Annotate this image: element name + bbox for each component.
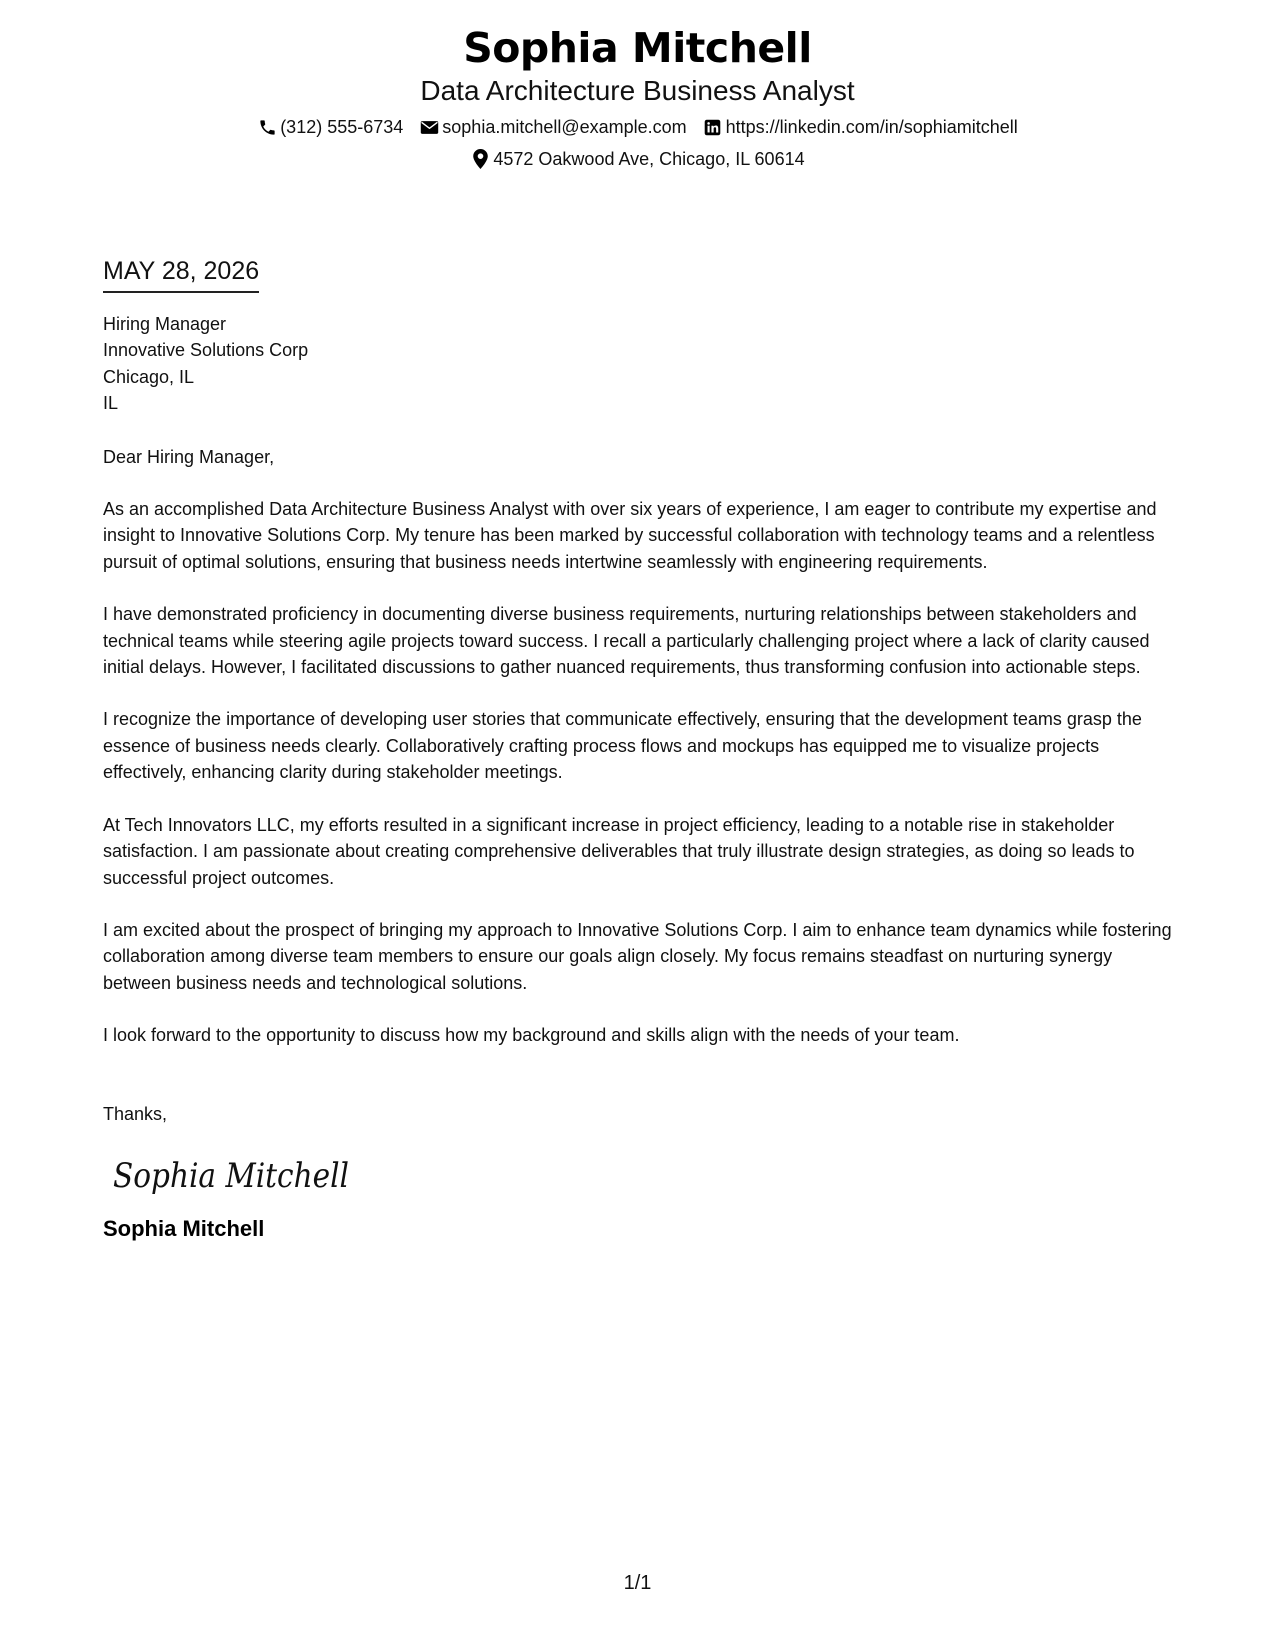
body-paragraph: I am excited about the prospect of bringing my approach to Innovative Solutions Corp. I aim to enhance team dynamics while fostering collaboration among diverse team members to ensure our goals align closely. My focus remains steadfast on nurturing synergy between business needs and technological solutions. (103, 919, 1172, 993)
linkedin-url[interactable]: https://linkedin.com/in/sophiamitchell (725, 117, 1018, 137)
svg-text:Sophia Mitchell: Sophia Mitchell (113, 1155, 349, 1196)
body-paragraph: At Tech Innovators LLC, my efforts resulted in a significant increase in project efficiency, leading to a notable rise in stakeholder satisfaction. I am passionate about creating comprehensive deliverables that truly illustrate design strategies, as doing so leads to successful project outcomes. (103, 814, 1135, 888)
recipient-block (103, 311, 1175, 417)
contact-linkedin[interactable] (703, 115, 1018, 139)
contact-row-address (0, 147, 1275, 171)
recipient-line: Chicago, IL (103, 366, 195, 387)
street-address: 4572 Oakwood Ave, Chicago, IL 60614 (493, 149, 805, 169)
contact-email[interactable] (419, 115, 686, 139)
envelope-icon (419, 117, 439, 137)
handwritten-signature (111, 1147, 1175, 1203)
body-paragraph: I look forward to the opportunity to discuss how my background and skills align with the needs of your team. (103, 1025, 960, 1046)
recipient-line: IL (103, 393, 119, 414)
linkedin-icon (703, 117, 723, 137)
recipient-line: Hiring Manager (103, 314, 227, 334)
applicant-name: Sophia Mitchell (463, 24, 812, 72)
email-address[interactable]: sophia.mitchell@example.com (442, 117, 687, 137)
body-paragraph: I recognize the importance of developing user stories that communicate effectively, ensuring that the development teams grasp the essence of business needs clearly. Collaboratively crafting process flows and mockups has equipped me to visualize projects effectively, enhancing clarity during stakeholder meetings. (103, 709, 1142, 783)
phone-icon (257, 117, 277, 137)
signer-name: Sophia Mitchell (103, 1215, 265, 1241)
closing: Thanks, (103, 1103, 168, 1124)
recipient-line: Innovative Solutions Corp (103, 340, 309, 361)
page-number: 1/1 (623, 1572, 652, 1594)
map-marker-icon (470, 149, 490, 169)
phone-number: (312) 555-6734 (280, 117, 404, 137)
salutation: Dear Hiring Manager, (103, 446, 275, 467)
contact-address (470, 147, 804, 171)
letter-date: MAY 28, 2026 (103, 254, 259, 293)
letter-header (0, 22, 1275, 171)
body-paragraph: As an accomplished Data Architecture Business Analyst with over six years of experience, I am eager to contribute my expertise and insight to Innovative Solutions Corp. My tenure has been marked by successful collaboration with technology teams and a relentless pursuit of optimal solutions, ensuring that business needs intertwine seamlessly with engineering requirements. (103, 499, 1157, 572)
body-paragraph: I have demonstrated proficiency in documenting diverse business requirements, nurturing relationships between stakeholders and technical teams while steering agile projects toward success. I recall a particularly challenging project where a lack of clarity caused initial delays. However, I facilitated discussions to gather nuanced requirements, thus transforming confusion into actionable steps. (103, 604, 1150, 678)
applicant-title: Data Architecture Business Analyst (420, 75, 855, 106)
letter-body (103, 254, 1175, 1243)
contact-row (0, 115, 1275, 139)
contact-phone (257, 115, 403, 139)
